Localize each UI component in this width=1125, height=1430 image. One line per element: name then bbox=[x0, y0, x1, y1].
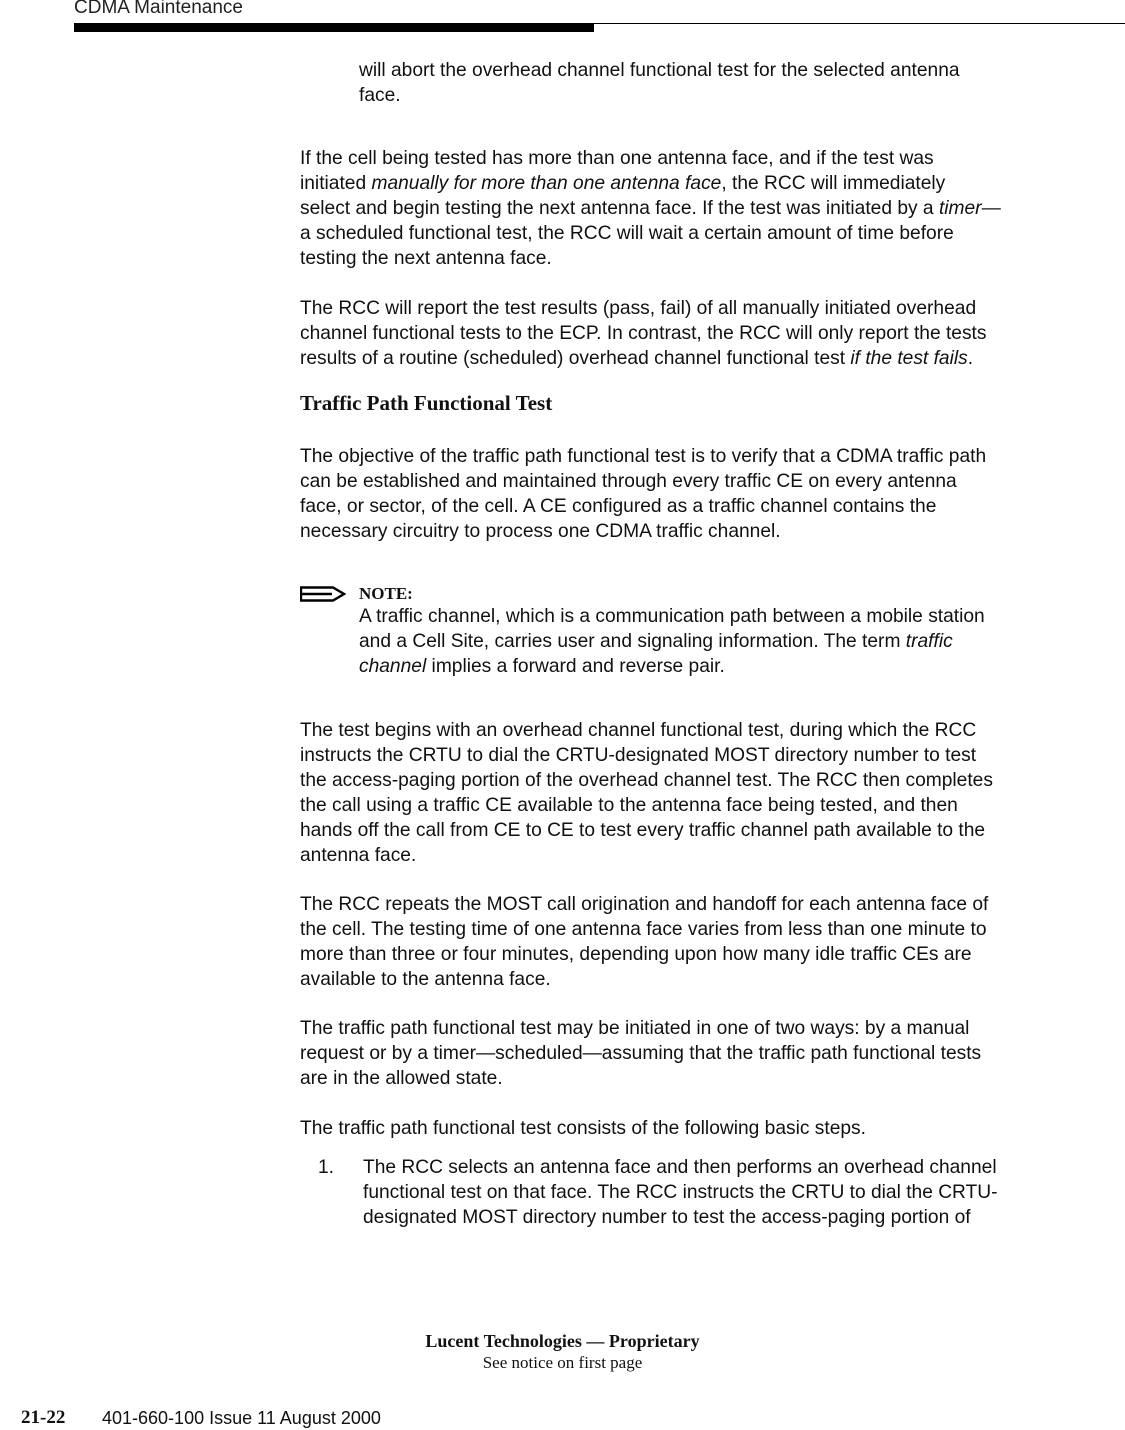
paragraph-continued: will abort the overhead channel functional test for the selected antenna face. bbox=[359, 60, 960, 106]
paragraph-initiation: The traffic path functional test may be initiated in one of two ways: by a manual request or by a timer—scheduled—assuming that the traffic path functional tests are in the allowed state. bbox=[300, 1018, 982, 1089]
italic-emphasis: manually for more than one antenna face bbox=[371, 173, 722, 194]
note-arrow-icon bbox=[300, 586, 346, 602]
running-header-title: CDMA Maintenance bbox=[74, 0, 243, 18]
document-issue: 401-660-100 Issue 11 August 2000 bbox=[102, 1408, 381, 1428]
paragraph-objective: The objective of the traffic path functional test is to verify that a CDMA traffic path can be established and maintained through every traffic CE on every antenna face, or sector, of the cell. A CE configured as a traffic channel contains the necessary circuitry to process one CDMA traffic channel. bbox=[300, 446, 987, 542]
italic-emphasis: if the test fails bbox=[850, 348, 968, 369]
italic-emphasis: timer bbox=[938, 198, 982, 219]
note-text: A traffic channel, which is a communication path between a mobile station and a Cell Site, carries user and signaling information. The term traffic channel implies a forward and reverse pair. bbox=[359, 606, 985, 677]
paragraph-multiple-faces: If the cell being tested has more than one antenna face, and if the test was initiated manually for more than one antenna face, the RCC will immediately select and begin testing the next antenna face. If the test was initiated by a timer— a scheduled functional test, the RCC will wait a certain amount of time before testing the next antenna face. bbox=[300, 148, 1001, 269]
page-number: 21-22 bbox=[21, 1407, 66, 1428]
paragraph-test-begins: The test begins with an overhead channel functional test, during which the RCC instructs the CRTU to dial the CRTU-designated MOST directory number to test the access-paging portion of the overhead channel test. The RCC then completes the call using a traffic CE available to the antenna face being tested, and then hands off the call from CE to CE to test every traffic channel path available to the antenna face. bbox=[300, 720, 993, 866]
italic-emphasis: channel bbox=[359, 656, 427, 677]
section-heading: Traffic Path Functional Test bbox=[300, 391, 553, 415]
note-label: NOTE: bbox=[359, 584, 413, 603]
paragraph-repeats: The RCC repeats the MOST call origination and handoff for each antenna face of the cell. The testing time of one antenna face varies from less than one minute to more than three or four minutes, depending upon how many idle traffic CEs are available to the antenna face. bbox=[300, 894, 989, 990]
list-number: 1. bbox=[318, 1157, 335, 1178]
italic-emphasis: traffic bbox=[905, 631, 953, 652]
list-item-text: The RCC selects an antenna face and then performs an overhead channel functional test on that face. The RCC instructs the CRTU to dial the CRTU- designated MOST directory number to test the access-paging portion of bbox=[363, 1157, 998, 1228]
footer-company: Lucent Technologies — Proprietary bbox=[425, 1331, 700, 1351]
paragraph-report-results: The RCC will report the test results (pass, fail) of all manually initiated overhead channel functional tests to the ECP. In contrast, the RCC will only report the tests results of a routine (scheduled) overhead channel functional test if the test fails. bbox=[300, 298, 987, 369]
paragraph-steps-intro: The traffic path functional test consists of the following basic steps. bbox=[300, 1118, 866, 1139]
footer-notice: See notice on first page bbox=[482, 1353, 643, 1372]
header-rule-thick bbox=[74, 24, 594, 32]
